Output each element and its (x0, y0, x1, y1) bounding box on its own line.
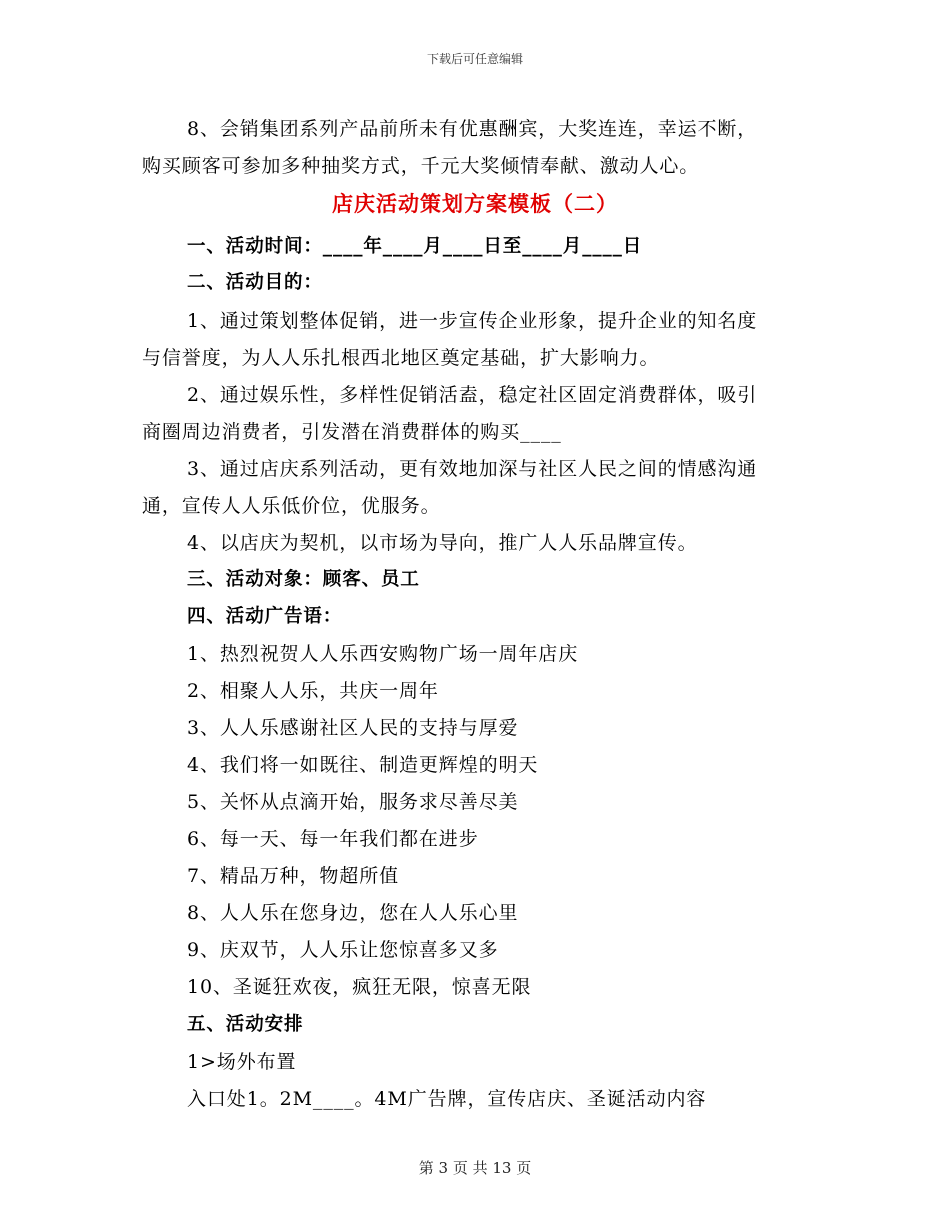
slogan-item: 4、我们将一如既往、制造更辉煌的明天 (187, 754, 539, 776)
slogan-item: 9、庆双节，人人乐让您惊喜多又多 (187, 939, 499, 961)
slogan-item: 10、圣诞狂欢夜，疯狂无限，惊喜无限 (187, 976, 532, 998)
purpose-line: 商圈周边消费者，引发潜在消费群体的购买____ (142, 421, 562, 443)
purpose-line: 通，宣传人人乐低价位，优服务。 (142, 495, 441, 517)
purpose-line: 4、以店庆为契机，以市场为导向，推广人人乐品牌宣传。 (187, 532, 698, 554)
section-heading-time: 一、活动时间：____年____月____日至____月____日 (187, 236, 643, 257)
section-heading-arrangement: 五、活动安排 (187, 1014, 304, 1035)
section-heading-slogans: 四、活动广告语： (187, 606, 343, 627)
page-footer: 第 3 页 共 13 页 (418, 1159, 532, 1177)
arrangement-line: 1>场外布置 (187, 1051, 297, 1073)
intro-line: 8、会销集团系列产品前所未有优惠酬宾，大奖连连，幸运不断， (187, 118, 758, 140)
purpose-line: 3、通过店庆系列活动，更有效地加深与社区人民之间的情感沟通 (187, 458, 758, 480)
slogan-item: 5、关怀从点滴开始，服务求尽善尽美 (187, 791, 519, 813)
intro-line: 购买顾客可参加多种抽奖方式，千元大奖倾情奉献、激动人心。 (142, 155, 700, 177)
slogan-item: 7、精品万种，物超所值 (187, 865, 399, 887)
slogan-item: 6、每一天、每一年我们都在进步 (187, 828, 479, 850)
section-heading-audience: 三、活动对象：顾客、员工 (187, 569, 420, 590)
document-title: 店庆活动策划方案模板（二） (332, 192, 618, 216)
slogan-item: 1、热烈祝贺人人乐西安购物广场一周年店庆 (187, 643, 579, 665)
slogan-item: 3、人人乐感谢社区人民的支持与厚爱 (187, 717, 519, 739)
section-heading-purpose: 二、活动目的： (187, 272, 323, 293)
slogan-item: 2、相聚人人乐，共庆一周年 (187, 680, 439, 702)
slogan-item: 8、人人乐在您身边，您在人人乐心里 (187, 902, 519, 924)
page-header: 下载后可任意编辑 (426, 52, 523, 66)
arrangement-line: 入口处1。2M____。4M广告牌，宣传店庆、圣诞活动内容 (187, 1088, 707, 1110)
purpose-line: 2、通过娱乐性，多样性促销活盍，稳定社区固定消费群体，吸引 (187, 384, 758, 406)
purpose-line: 1、通过策划整体促销，进一步宣传企业形象，提升企业的知名度 (187, 310, 758, 332)
purpose-line: 与信誉度，为人人乐扎根西北地区奠定基础，扩大影响力。 (142, 347, 660, 369)
